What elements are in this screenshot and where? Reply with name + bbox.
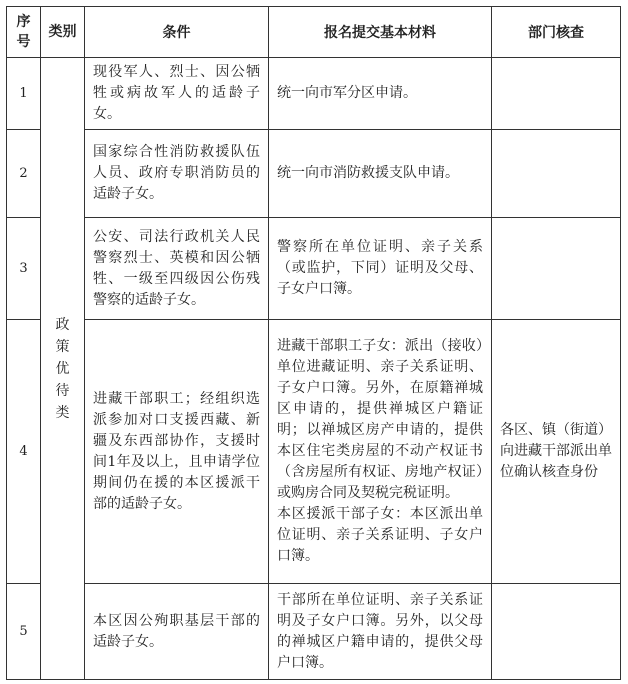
materials-paragraph: 统一向市消防救援支队申请。: [277, 165, 459, 181]
row-review: 各区、镇（街道）向进藏干部派出单位确认核查身份: [492, 320, 621, 584]
materials-paragraph: 进藏干部职工子女：派出（接收）单位进藏证明、亲子关系证明、子女户口簿。另外，在原籍禅城区申请的，提供禅城区户籍证明；以禅城区房产申请的，提供本区住宅类房屋的不动产权证书（含房屋所有权证、房地产权证）或购房合同及契税完税证明。: [277, 338, 483, 501]
table-row: [7, 320, 621, 584]
row-materials: [269, 130, 492, 218]
row-index: 1: [7, 58, 41, 130]
row-condition: 本区因公殉职基层干部的适龄子女。: [85, 584, 269, 680]
header-index: 序号: [7, 7, 41, 58]
row-condition: 现役军人、烈士、因公牺牲或病故军人的适龄子女。: [85, 58, 269, 130]
row-condition: 国家综合性消防救援队伍人员、政府专职消防员的适龄子女。: [85, 130, 269, 218]
header-category: 类别: [41, 7, 85, 58]
row-review: [492, 130, 621, 218]
row-index: 3: [7, 218, 41, 320]
materials-paragraph: 统一向市军分区申请。: [277, 85, 417, 101]
row-materials: [269, 218, 492, 320]
row-index: 4: [7, 320, 41, 584]
row-materials: [269, 58, 492, 130]
table-header-row: [7, 7, 621, 58]
table-row: [7, 584, 621, 680]
table-row: [7, 58, 621, 130]
header-materials: 报名提交基本材料: [269, 7, 492, 58]
header-review: 部门核查: [492, 7, 621, 58]
row-review: [492, 584, 621, 680]
row-index: 2: [7, 130, 41, 218]
row-review: [492, 58, 621, 130]
header-condition: 条件: [85, 7, 269, 58]
category-cell: 政策优待类: [41, 58, 85, 680]
row-review: [492, 218, 621, 320]
materials-paragraph: 警察所在单位证明、亲子关系（或监护，下同）证明及父母、子女户口簿。: [277, 239, 483, 297]
policy-table: [6, 6, 621, 680]
table-row: [7, 218, 621, 320]
table-row: [7, 130, 621, 218]
row-condition: 公安、司法行政机关人民警察烈士、英模和因公牺牲、一级至四级因公伤残警察的适龄子女。: [85, 218, 269, 320]
materials-paragraph: 干部所在单位证明、亲子关系证明及子女户口簿。另外，以父母的禅城区户籍申请的，提供父母户口簿。: [277, 591, 483, 671]
row-index: 5: [7, 584, 41, 680]
materials-paragraph: 本区援派干部子女：本区派出单位证明、亲子关系证明、子女户口簿。: [277, 506, 483, 564]
row-condition: 进藏干部职工；经组织选派参加对口支援西藏、新疆及东西部协作，支援时间1年及以上，且申请学位期间仍在援的本区援派干部的适龄子女。: [85, 320, 269, 584]
row-materials: [269, 584, 492, 680]
row-materials: [269, 320, 492, 584]
